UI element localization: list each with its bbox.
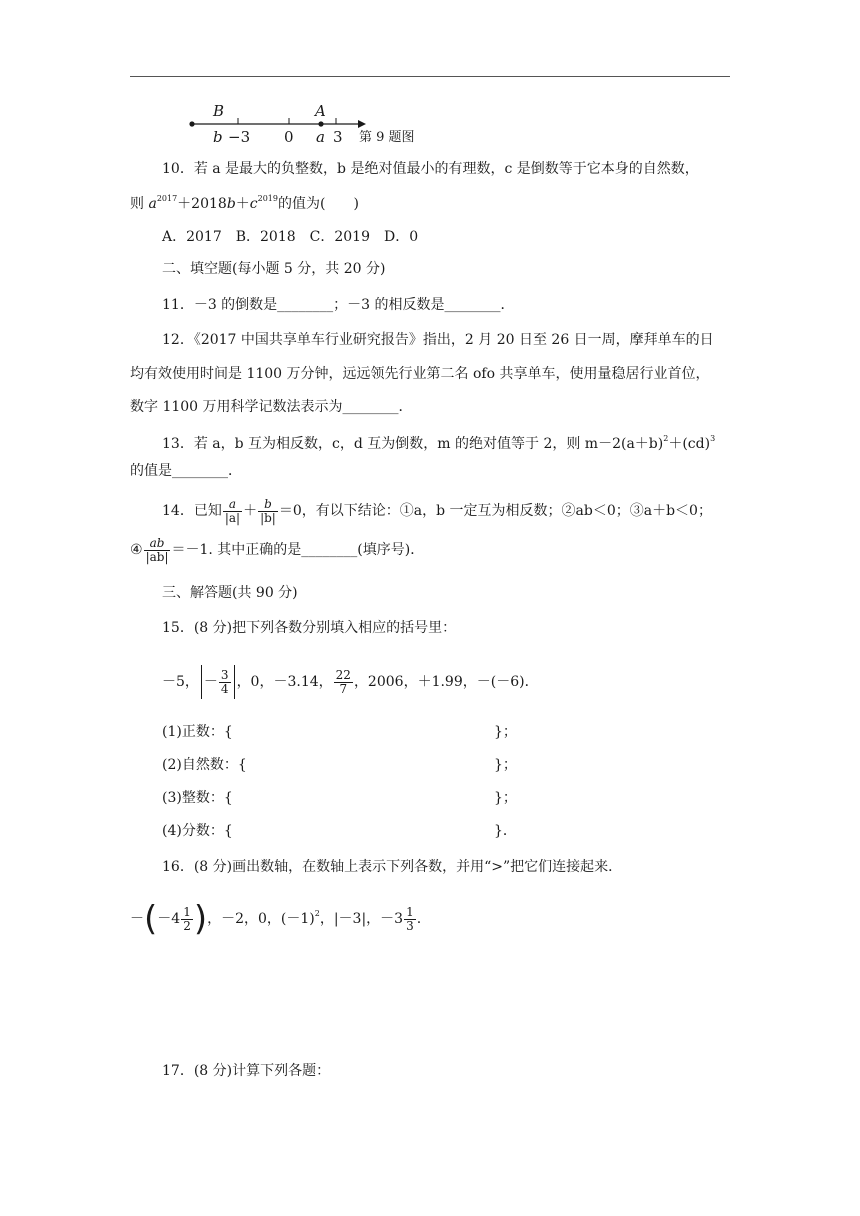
q15-cat-fraction: (4)分数：{ [162,823,233,839]
q14-line2: ④ $\frac{ab}{|ab|}$ ＝－1. 其中正确的是________(填序号)． [130,535,425,564]
q14-line1: 14．已知 $\frac{a}{|a|}$ ＋ $\frac{b}{|b|}$ ＝0，有以下结论：①a，b 一定互为相反数；②ab＜0；③a＋b＜0； [162,496,712,525]
q16-numbers: －(－4 $\frac{1}{2}$ )，－2，0，$(-1)^2$，|－3|，－3 $\frac{1}{3}$ . [130,899,422,939]
q17-title: 17．(8 分)计算下列各题： [162,1063,331,1079]
var-b-label: b [213,128,223,146]
q15-cat-integer: (3)整数：{ [162,790,233,806]
q12-line2: 均有效使用时间是 1100 万分钟，远远领先行业第二名 ofo 共享单车，使用量稳居行业首位， [130,366,710,382]
q12-line1: 12．《2017 中国共享单车行业研究报告》指出，2 月 20 日至 26 日一周，摩拜单车的日 [162,332,714,348]
point-b-dot [189,121,194,126]
q13-line2: 的值是________． [130,463,242,479]
section-2-heading: 二、填空题(每小题 5 分，共 20 分) [162,261,386,277]
q10-options: A．2017 B．2018 C．2019 D．0 [162,229,419,245]
q15-cat-integer-end: }； [494,790,517,806]
q13-line1: 13．若 a，b 互为相反数，c，d 互为倒数，m 的绝对值等于 2，则 $m-2(a+b)^2+(cd)^3$ [162,434,716,452]
q12-line3: 数字 1100 万用科学记数法表示为________． [130,399,413,415]
q15-cat-fraction-end: }． [494,823,517,839]
q10-line2: 则 $a^{2017}+2018b+c^{2019}$的值为( ) [130,194,359,212]
q15-cat-positive: (1)正数：{ [162,724,233,740]
q11: 11．－3 的倒数是________；－3 的相反数是________． [162,297,515,313]
tick-label-neg3: −3 [228,128,251,146]
q15-numbers: －5， － $\frac{3}{4}$ ，0，－3.14， $\frac{22}{7}$ ，2006，＋1.99，－(－6)． [162,662,539,702]
q15-cat-positive-end: }； [494,724,517,740]
point-a-dot [318,121,323,126]
tick-label-3: 3 [333,128,343,146]
figure-caption: 第 9 题图 [359,130,415,145]
tick-label-0: 0 [284,128,294,146]
q15-cat-natural-end: }； [494,757,517,773]
q16-title: 16．(8 分)画出数轴，在数轴上表示下列各数，并用“>”把它们连接起来． [162,859,623,875]
point-b-label: B [213,102,225,120]
q10-line1: 10．若 a 是最大的负整数，b 是绝对值最小的有理数，c 是倒数等于它本身的自然数， [162,161,699,177]
var-a-label: a [316,128,325,146]
section-3-heading: 三、解答题(共 90 分) [162,585,298,601]
point-a-label: A [315,102,326,120]
q15-title: 15．(8 分)把下列各数分别填入相应的括号里： [162,620,457,636]
q15-cat-natural: (2)自然数：{ [162,757,247,773]
header-rule [130,76,730,77]
